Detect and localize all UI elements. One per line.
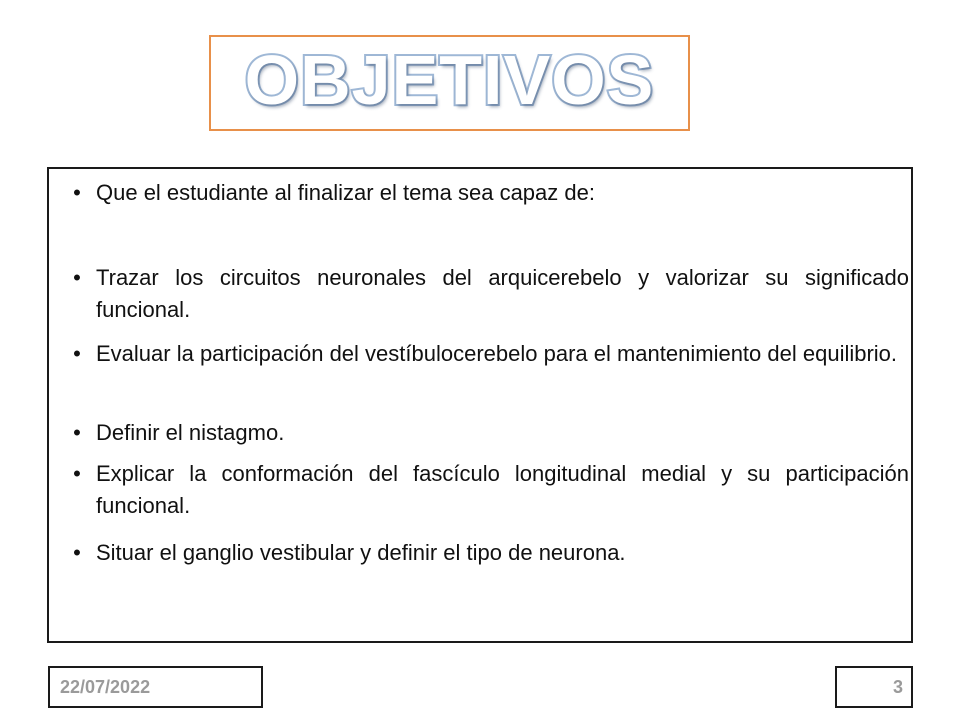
bullet-text: Definir el nistagmo. — [96, 420, 285, 445]
bullet-text: Trazar los circuitos neuronales del arquicerebelo y valorizar su significado funcional. — [96, 265, 909, 322]
bullet-icon: • — [73, 265, 81, 290]
bullet-text: Situar el ganglio vestibular y definir el tipo de neurona. — [96, 540, 626, 565]
slide-title: OBJETIVOS — [244, 41, 655, 119]
content-box — [47, 167, 913, 643]
bullet-text: Explicar la conformación del fascículo longitudinal medial y su participación funcional. — [96, 461, 909, 518]
bullet-icon: • — [73, 180, 81, 205]
page-number: 3 — [835, 666, 913, 708]
bullet-icon: • — [73, 341, 81, 366]
bullet-icon: • — [73, 420, 81, 445]
title-box — [209, 35, 690, 131]
bullet-text: Evaluar la participación del vestíbulocerebelo para el mantenimiento del equilibrio. — [96, 341, 898, 366]
footer-date: 22/07/2022 — [48, 666, 263, 708]
bullet-icon: • — [73, 461, 81, 486]
bullet-text: Que el estudiante al finalizar el tema sea capaz de: — [96, 180, 595, 205]
bullet-icon: • — [73, 540, 81, 565]
